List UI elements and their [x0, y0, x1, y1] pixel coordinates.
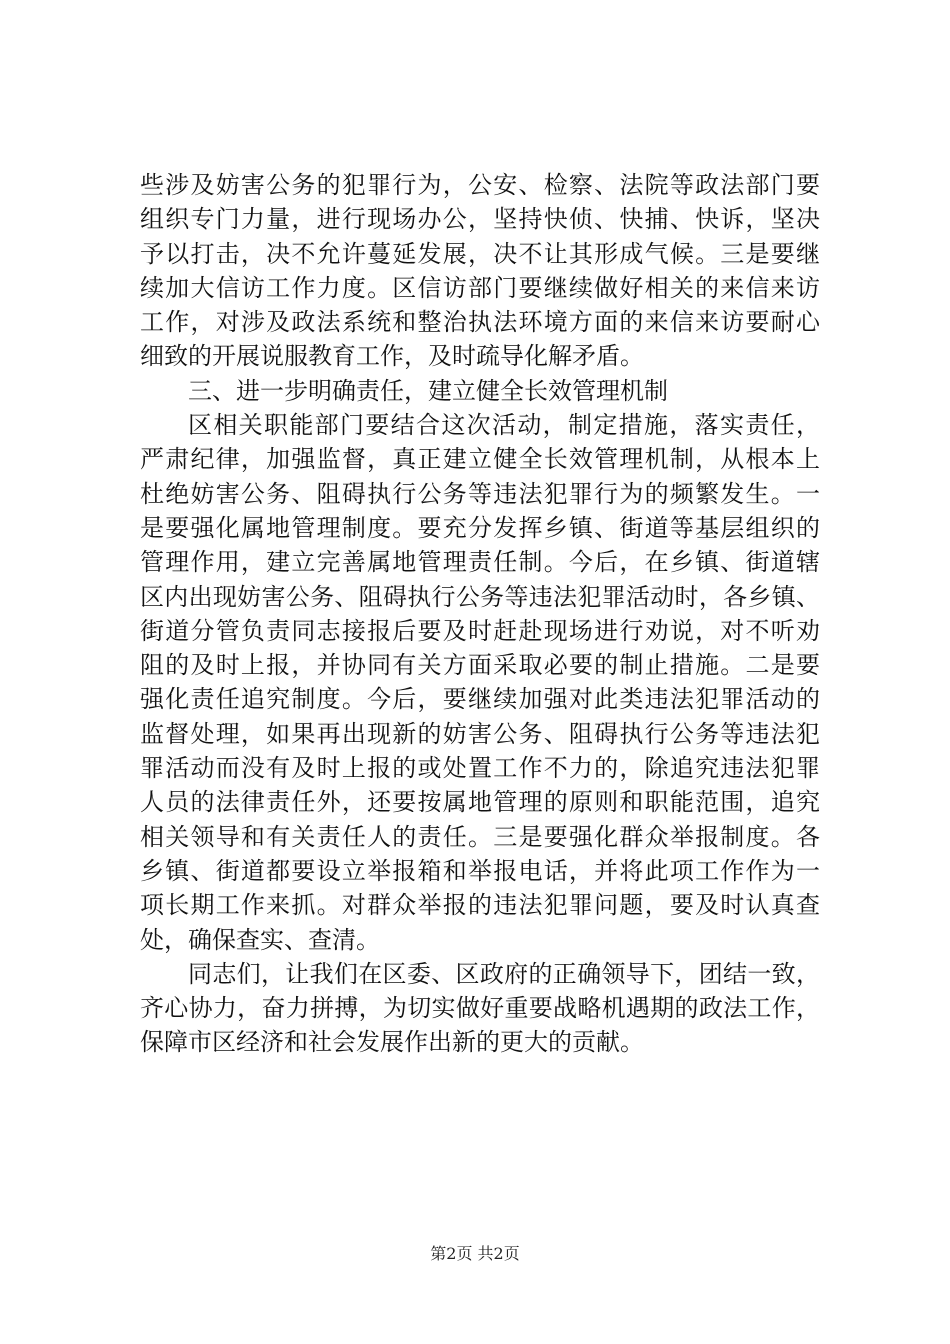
text-line: 严肃纪律，加强监督，真正建立健全长效管理机制，从根本上: [140, 445, 820, 474]
text-line: 阻的及时上报，并协同有关方面采取必要的制止措施。二是要: [140, 651, 820, 680]
text-line: 街道分管负责同志接报后要及时赶赴现场进行劝说，对不听劝: [140, 616, 820, 645]
page-footer: 第2页 共2页: [430, 1244, 520, 1263]
text-line: 保障市区经济和社会发展作出新的更大的贡献。: [140, 1028, 644, 1057]
text-line: 强化责任追究制度。今后，要继续加强对此类违法犯罪活动的: [140, 685, 820, 714]
text-line: 细致的开展说服教育工作，及时疏导化解矛盾。: [140, 342, 644, 371]
text-line: 人员的法律责任外，还要按属地管理的原则和职能范围，追究: [140, 788, 820, 817]
text-line: 监督处理，如果再出现新的妨害公务、阻碍执行公务等违法犯: [140, 719, 820, 748]
text-line: 罪活动而没有及时上报的或处置工作不力的，除追究违法犯罪: [140, 754, 820, 783]
document-body: [140, 168, 820, 1060]
text-line: 些涉及妨害公务的犯罪行为，公安、检察、法院等政法部门要: [140, 171, 820, 199]
text-line: 相关领导和有关责任人的责任。三是要强化群众举报制度。各: [140, 822, 820, 851]
text-line: 项长期工作来抓。对群众举报的违法犯罪问题，要及时认真查: [140, 891, 820, 920]
text-line: 工作，对涉及政法系统和整治执法环境方面的来信来访要耐心: [140, 308, 820, 337]
text-line: 同志们，让我们在区委、区政府的正确领导下，团结一致，: [188, 959, 820, 988]
text-line: 三、进一步明确责任，建立健全长效管理机制: [188, 376, 668, 405]
text-line: 予以打击，决不允许蔓延发展，决不让其形成气候。三是要继: [140, 239, 820, 268]
text-line: 管理作用，建立完善属地管理责任制。今后，在乡镇、街道辖: [140, 548, 820, 577]
text-line: 区内出现妨害公务、阻碍执行公务等违法犯罪活动时，各乡镇、: [140, 582, 820, 611]
text-line: 乡镇、街道都要设立举报箱和举报电话，并将此项工作作为一: [140, 856, 820, 885]
text-line: 组织专门力量，进行现场办公，坚持快侦、快捕、快诉，坚决: [140, 205, 820, 234]
text-line: 齐心协力，奋力拼搏，为切实做好重要战略机遇期的政法工作，: [140, 994, 820, 1023]
text-line: 是要强化属地管理制度。要充分发挥乡镇、街道等基层组织的: [140, 513, 820, 542]
text-line: 杜绝妨害公务、阻碍执行公务等违法犯罪行为的频繁发生。一: [140, 479, 820, 508]
text-line: 续加大信访工作力度。区信访部门要继续做好相关的来信来访: [140, 273, 820, 302]
text-line: 区相关职能部门要结合这次活动，制定措施，落实责任，: [188, 411, 820, 440]
text-line: 处，确保查实、查清。: [140, 925, 380, 954]
